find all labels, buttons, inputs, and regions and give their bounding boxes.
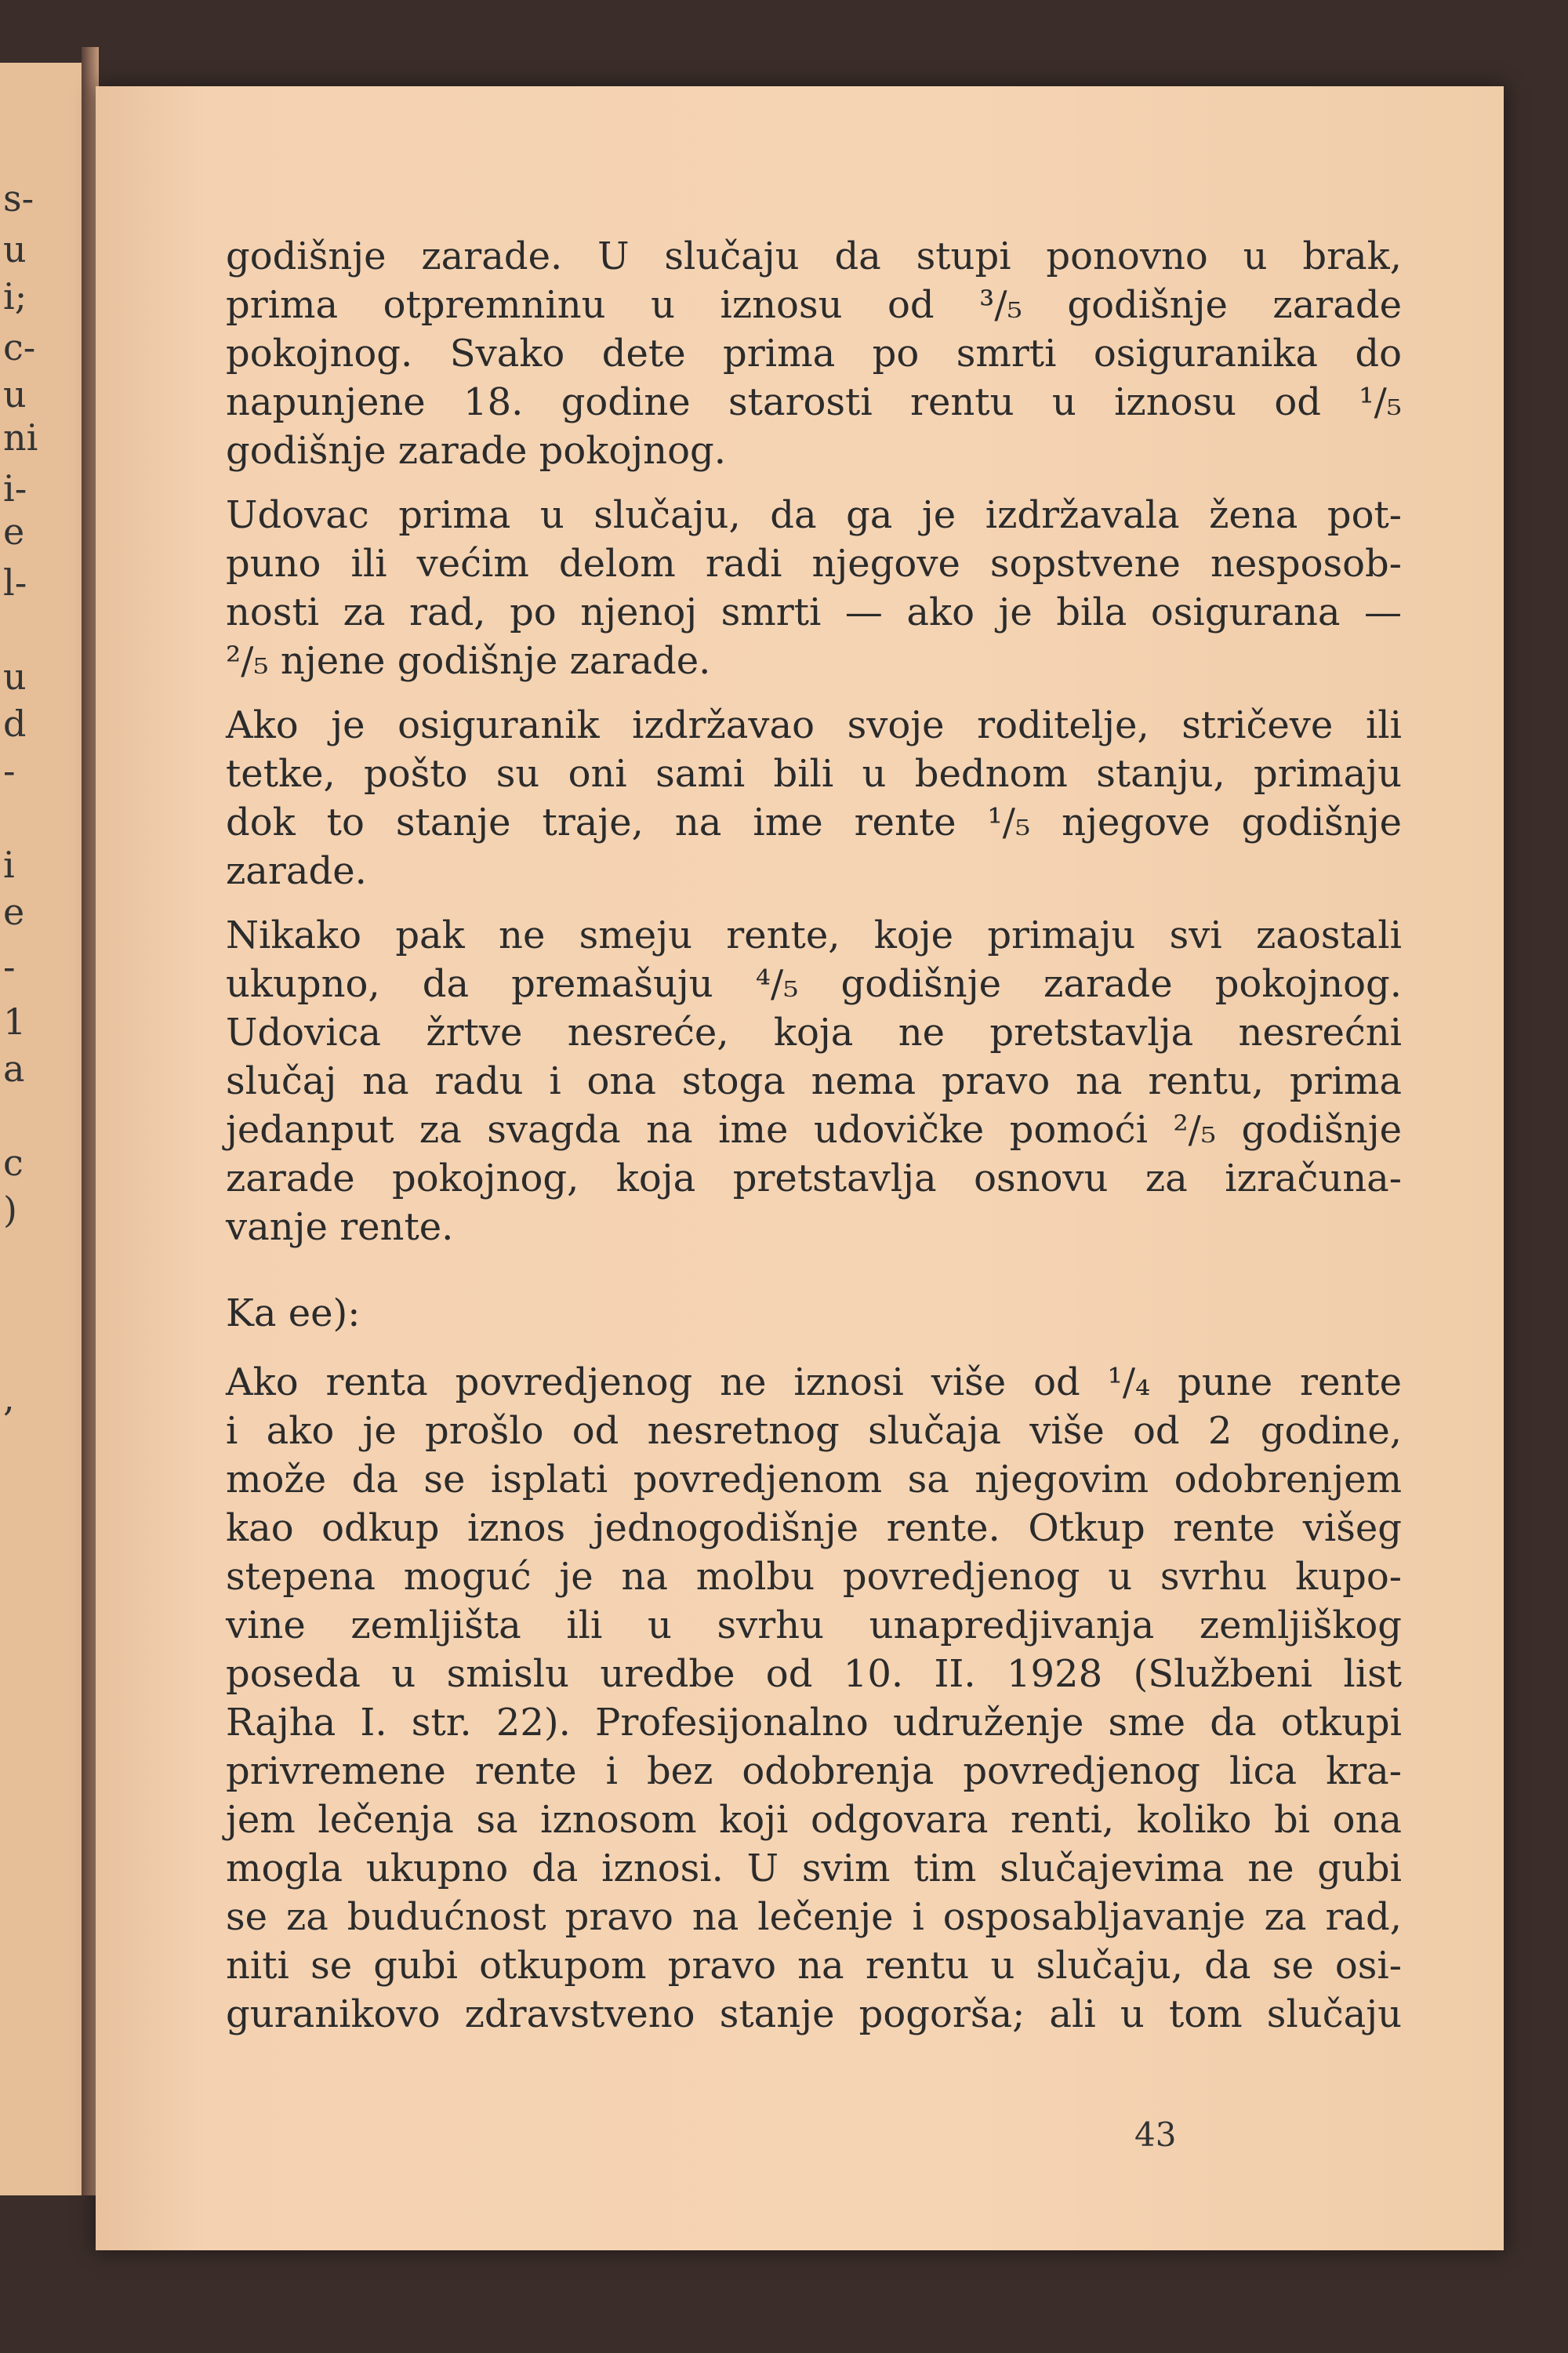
text-line: pokojnog. Svako dete prima po smrti osiguranika do xyxy=(226,332,1402,376)
text-line: ²/₅ njene godišnje zarade. xyxy=(226,639,711,683)
text-line: vine zemljišta ili u svrhu unapredjivanja zemljiškog xyxy=(226,1603,1402,1647)
section-heading: Ka ee): xyxy=(226,1291,361,1335)
previous-page-fragment: - xyxy=(3,750,16,792)
paragraphs-after-heading xyxy=(226,1358,1402,2039)
previous-page-fragment: i xyxy=(3,844,15,886)
text-line: Ako renta povredjenog ne iznosi više od ¹/₄ pune rente xyxy=(226,1360,1402,1404)
page-number: 43 xyxy=(1134,2115,1177,2154)
previous-page-fragment: e xyxy=(3,891,25,933)
paragraph xyxy=(226,1358,1402,2039)
previous-page-fragment: - xyxy=(3,946,16,988)
previous-page-fragment: ) xyxy=(3,1189,17,1231)
previous-page-fragment: a xyxy=(3,1048,25,1090)
previous-page-fragment: 1 xyxy=(3,1000,27,1043)
text-line: poseda u smislu uredbe od 10. II. 1928 (Službeni list xyxy=(226,1652,1402,1696)
previous-page-fragment: u xyxy=(3,228,27,271)
text-line: puno ili većim delom radi njegove sopstvene nesposob- xyxy=(226,542,1402,586)
previous-page-fragment: d xyxy=(3,703,27,745)
text-line: kao odkup iznos jednogodišnje rente. Otkup rente višeg xyxy=(226,1506,1402,1550)
text-line: zarade pokojnog, koja pretstavlja osnovu za izračuna- xyxy=(226,1157,1402,1200)
text-line: Udovica žrtve nesreće, koja ne pretstavlja nesrećni xyxy=(226,1011,1402,1055)
text-line: stepena moguć je na molbu povredjenog u svrhu kupo- xyxy=(226,1555,1402,1599)
text-line: Ako je osiguranik izdržavao svoje roditelje, stričeve ili xyxy=(226,703,1402,747)
paragraph xyxy=(226,491,1402,685)
text-line: godišnje zarade pokojnog. xyxy=(226,429,726,473)
text-line: godišnje zarade. U slučaju da stupi ponovno u brak, xyxy=(226,234,1402,278)
previous-page-fragment: ni xyxy=(3,416,38,459)
text-line: zarade. xyxy=(226,849,367,893)
paragraph xyxy=(226,701,1402,895)
previous-page-fragment: u xyxy=(3,655,27,698)
text-line: guranikovo zdravstveno stanje pogorša; ali u tom slučaju xyxy=(226,1992,1402,2036)
previous-page-fragment: e xyxy=(3,510,25,553)
text-line: tetke, pošto su oni sami bili u bednom stanju, primaju xyxy=(226,752,1402,796)
previous-page-fragment: c- xyxy=(3,326,36,369)
paragraph xyxy=(226,911,1402,1251)
text-line: napunjene 18. godine starosti rentu u iznosu od ¹/₅ xyxy=(226,380,1402,424)
text-line: dok to stanje traje, na ime rente ¹/₅ njegove godišnje xyxy=(226,801,1402,844)
text-line: slučaj na radu i ona stoga nema pravo na rentu, prima xyxy=(226,1059,1402,1103)
paragraphs-before-heading xyxy=(226,232,1402,1251)
book-page xyxy=(96,86,1504,2250)
text-line: može da se isplati povredjenom sa njegovim odobrenjem xyxy=(226,1458,1402,1501)
previous-page-fragment: l- xyxy=(3,561,27,604)
page-text xyxy=(226,232,1402,2054)
previous-page-fragment: i- xyxy=(3,467,27,510)
text-line: mogla ukupno da iznosi. U svim tim slučajevima ne gubi xyxy=(226,1846,1402,1890)
text-line: jem lečenja sa iznosom koji odgovara renti, koliko bi ona xyxy=(226,1798,1402,1842)
paragraph xyxy=(226,232,1402,475)
previous-page-fragment: , xyxy=(3,1377,15,1419)
previous-page-edge xyxy=(0,63,86,2195)
previous-page-fragment: s- xyxy=(3,177,34,220)
text-line: nosti za rad, po njenoj smrti — ako je bila osigurana — xyxy=(226,590,1402,634)
text-line: ukupno, da premašuju ⁴/₅ godišnje zarade pokojnog. xyxy=(226,962,1402,1006)
text-line: se za budućnost pravo na lečenje i osposabljavanje za rad, xyxy=(226,1895,1402,1939)
text-line: Udovac prima u slučaju, da ga je izdržavala žena pot- xyxy=(226,493,1402,537)
text-line: niti se gubi otkupom pravo na rentu u slučaju, da se osi- xyxy=(226,1944,1402,1988)
previous-page-fragment: c xyxy=(3,1142,24,1184)
text-line: i ako je prošlo od nesretnog slučaja više od 2 godine, xyxy=(226,1409,1402,1453)
text-line: vanje rente. xyxy=(226,1205,454,1249)
previous-page-fragment: u xyxy=(3,373,27,416)
previous-page-fragment: i; xyxy=(3,275,27,318)
text-line: prima otpremninu u iznosu od ³/₅ godišnje zarade xyxy=(226,283,1402,327)
text-line: privremene rente i bez odobrenja povredjenog lica kra- xyxy=(226,1749,1402,1793)
text-line: Rajha I. str. 22). Profesijonalno udruženje sme da otkupi xyxy=(226,1701,1402,1745)
text-line: Nikako pak ne smeju rente, koje primaju svi zaostali xyxy=(226,913,1402,957)
text-line: jedanput za svagda na ime udovičke pomoći ²/₅ godišnje xyxy=(226,1108,1402,1152)
